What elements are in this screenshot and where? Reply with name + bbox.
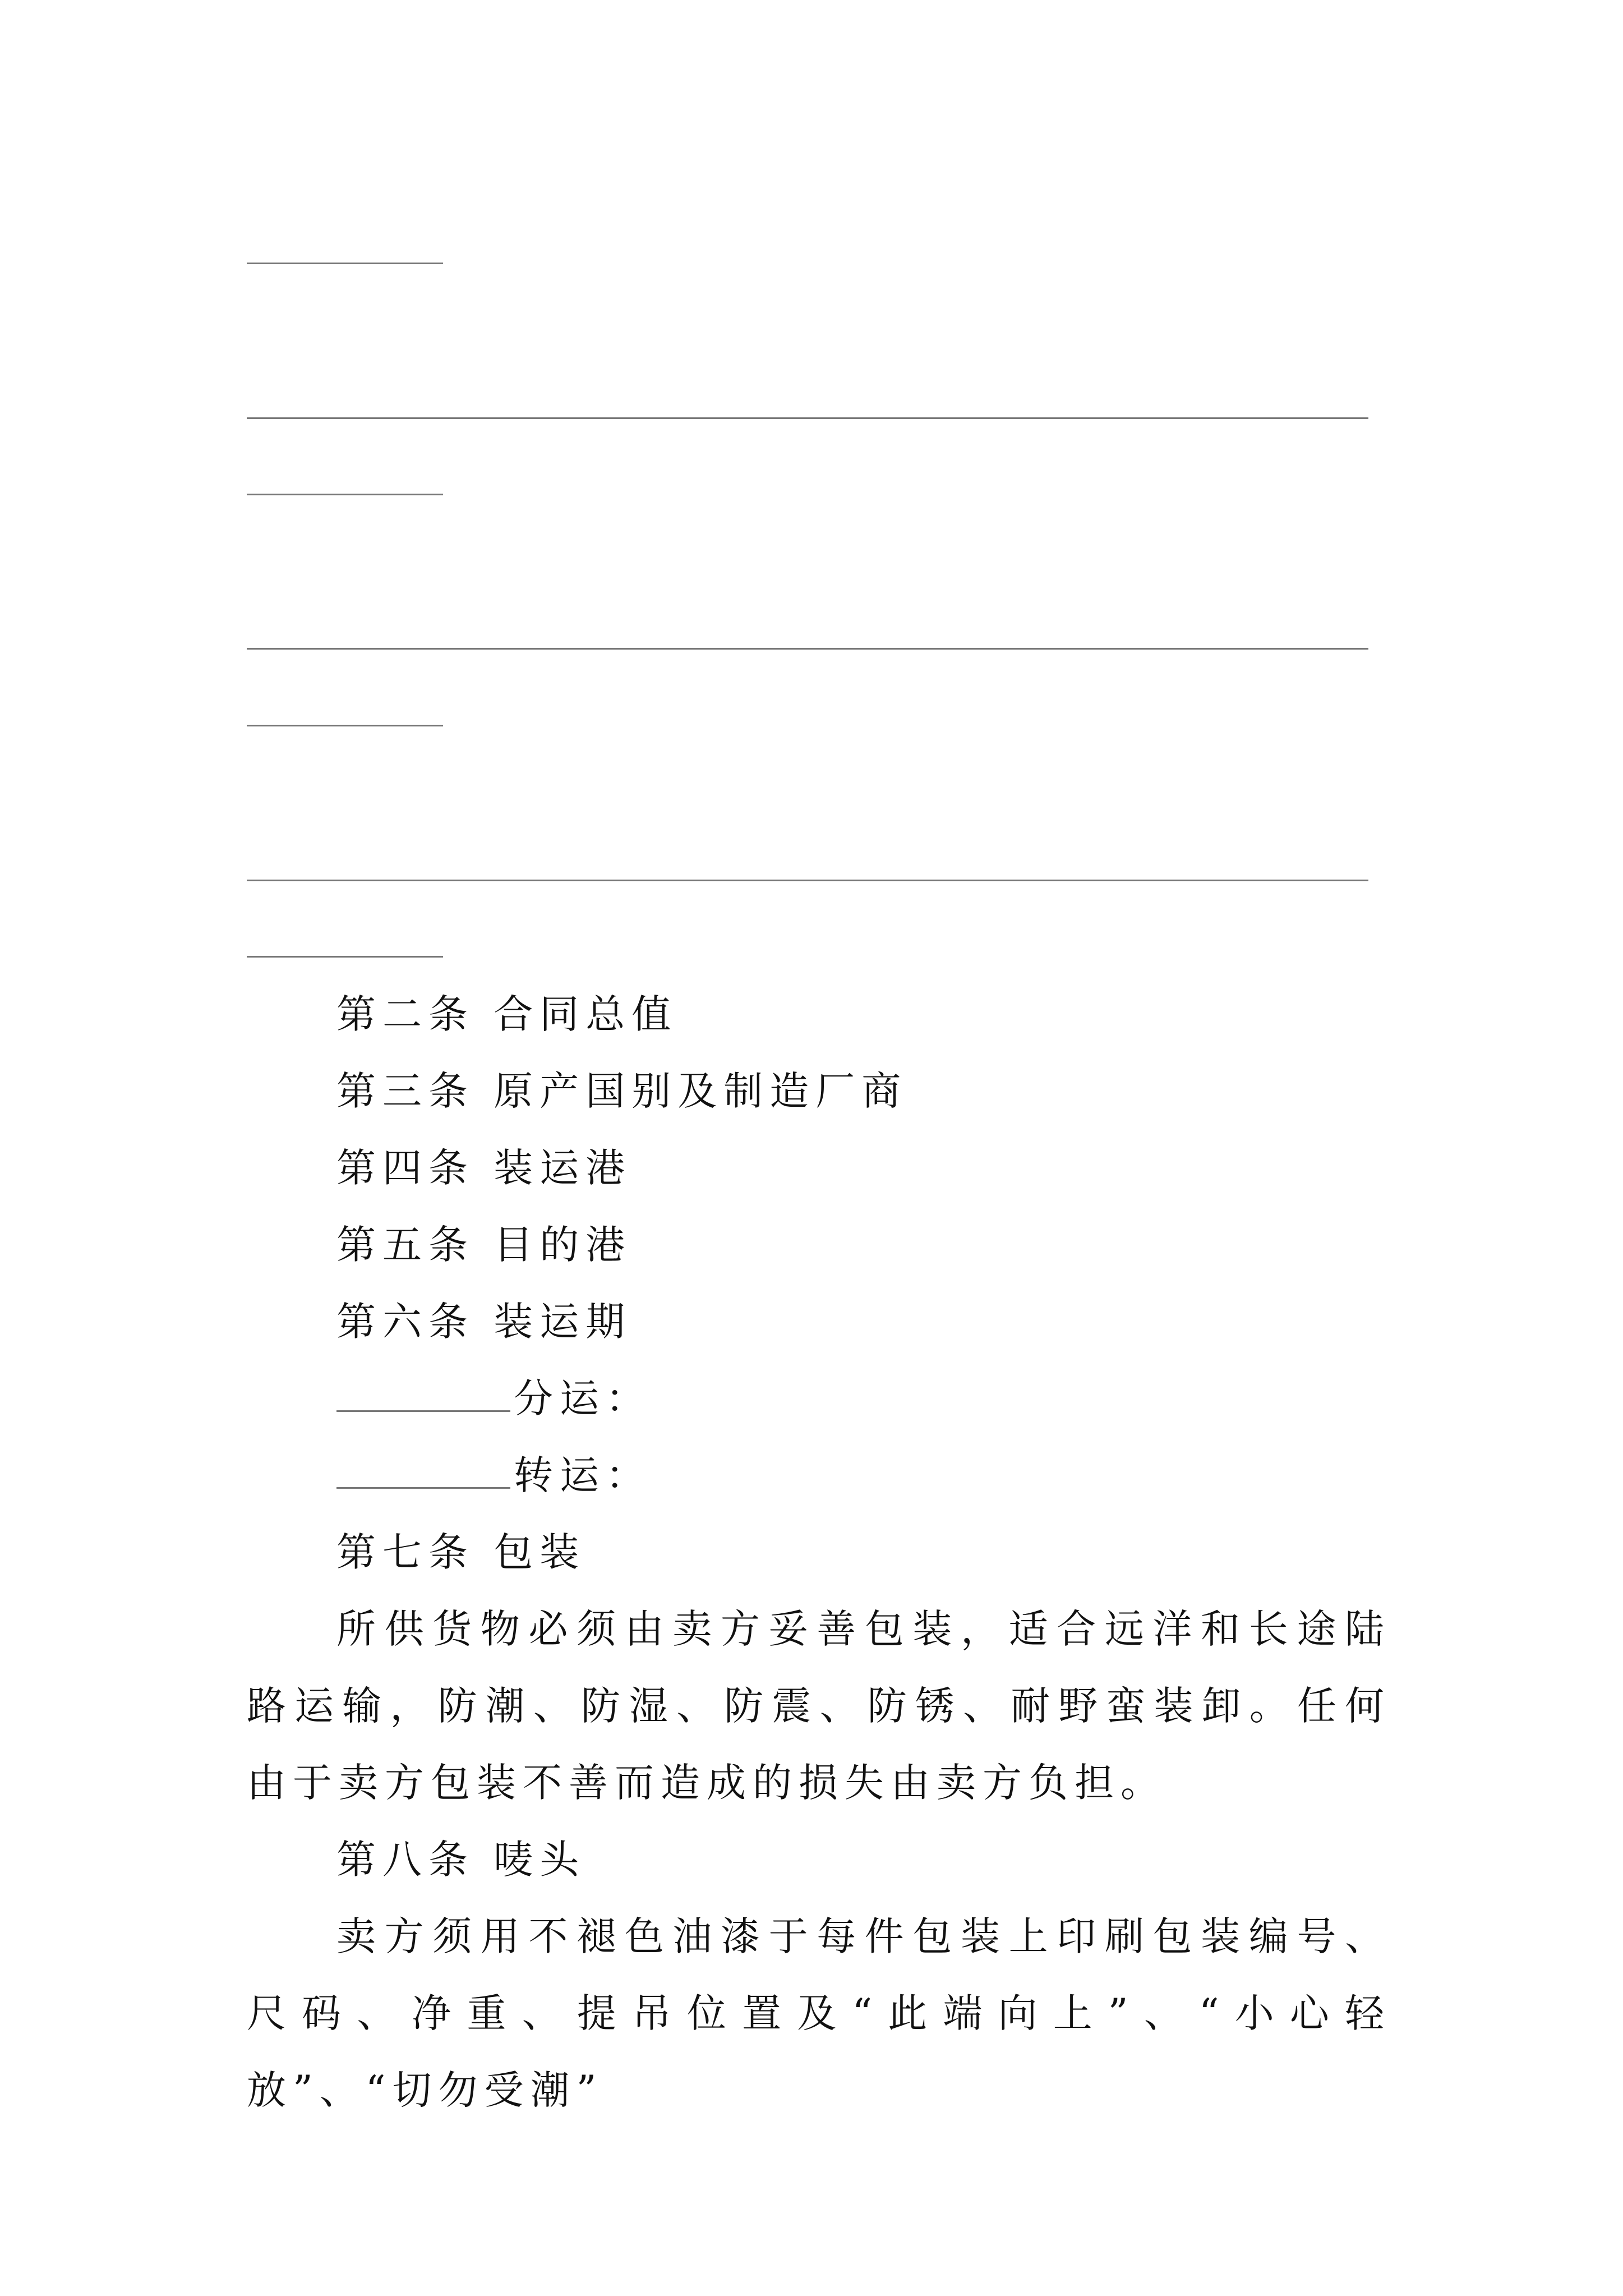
blank-rule: [247, 880, 1368, 881]
transshipment-label: 转运：: [514, 1452, 652, 1498]
article-4-heading: 第四条 装运港: [336, 1145, 632, 1191]
partial-shipment-label: 分运：: [514, 1375, 652, 1421]
transshipment-line: [247, 1437, 1481, 1514]
article-6-heading: 第六条 装运期: [336, 1299, 632, 1345]
article-5-heading: 第五条 目的港: [336, 1222, 632, 1268]
blank-rule: [247, 417, 1368, 419]
article-2-heading: 第二条 合同总值: [336, 991, 678, 1037]
article-8-heading: 第八条 唛头: [336, 1837, 586, 1883]
article-7-body: 所供货物必须由卖方妥善包装，适合远洋和长途陆路运输，防潮、防湿、防震、防锈、耐野蛮装卸。任何由于卖方包装不善而造成的损失由卖方负担。: [247, 1606, 1391, 1806]
blank-rule: [247, 956, 443, 958]
article-8-body: 卖方须用不褪色油漆于每件包装上印刷包装编号、尺码、净重、提吊位置及“此端向上”、“小心轻放”、“切勿受潮”: [247, 1913, 1391, 2113]
article-3-heading: 第三条 原产国别及制造厂商: [336, 1068, 908, 1114]
blank-field: [336, 1487, 510, 1489]
blank-rule: [247, 648, 1368, 650]
blank-field: [336, 1410, 510, 1412]
article-7-heading: 第七条 包装: [336, 1529, 586, 1575]
blank-rule: [247, 494, 443, 495]
partial-shipment-line: [247, 1360, 1481, 1437]
blank-rule: [247, 725, 443, 726]
blank-rule: [247, 263, 443, 264]
